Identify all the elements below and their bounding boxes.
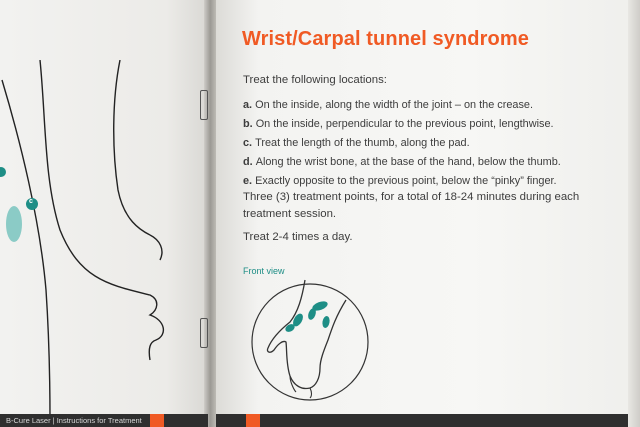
- list-item: [243, 135, 561, 154]
- footer-bar: [216, 414, 628, 427]
- frequency-text: Treat 2-4 times a day.: [243, 231, 353, 243]
- list-letter: d.: [243, 156, 253, 168]
- binding-clip: [200, 90, 208, 120]
- summary-text-line2: treatment session.: [243, 208, 337, 220]
- list-text: On the inside, along the width of the joint – on the crease.: [255, 99, 533, 111]
- footer-text: B-Cure Laser | Instructions for Treatment: [6, 416, 142, 425]
- list-item: [243, 154, 561, 173]
- diagram-circle: [252, 284, 368, 400]
- page-number-tab: [150, 414, 164, 427]
- list-letter: a.: [243, 99, 253, 111]
- page-number-tab: [246, 414, 260, 427]
- list-text: Exactly opposite to the previous point, below the “pinky” finger.: [255, 175, 557, 187]
- list-item: [243, 97, 561, 116]
- treatment-point-shape: [6, 206, 22, 242]
- treatment-spot: [322, 315, 331, 328]
- list-letter: b.: [243, 118, 253, 130]
- location-list: [243, 97, 561, 192]
- intro-text: Treat the following locations:: [243, 74, 387, 86]
- list-letter: e.: [243, 175, 253, 187]
- binding-clip: [200, 318, 208, 348]
- list-text: Treat the length of the thumb, along the pad.: [255, 137, 470, 149]
- treatment-marker-dot: [0, 167, 6, 177]
- list-text: On the inside, perpendicular to the previous point, lengthwise.: [255, 118, 554, 130]
- list-text: Along the wrist bone, at the base of the hand, below the thumb.: [255, 156, 561, 168]
- wrist-diagram: [250, 278, 380, 408]
- arm-diagram: [0, 60, 210, 420]
- list-item: [243, 116, 561, 135]
- page-edge: [628, 0, 640, 427]
- page-title: Wrist/Carpal tunnel syndrome: [242, 28, 529, 50]
- marker-label-c: c: [29, 198, 33, 205]
- summary-text-line1: Three (3) treatment points, for a total of 18-24 minutes during each: [243, 191, 580, 203]
- front-view-label: Front view: [243, 266, 285, 276]
- list-letter: c.: [243, 137, 253, 149]
